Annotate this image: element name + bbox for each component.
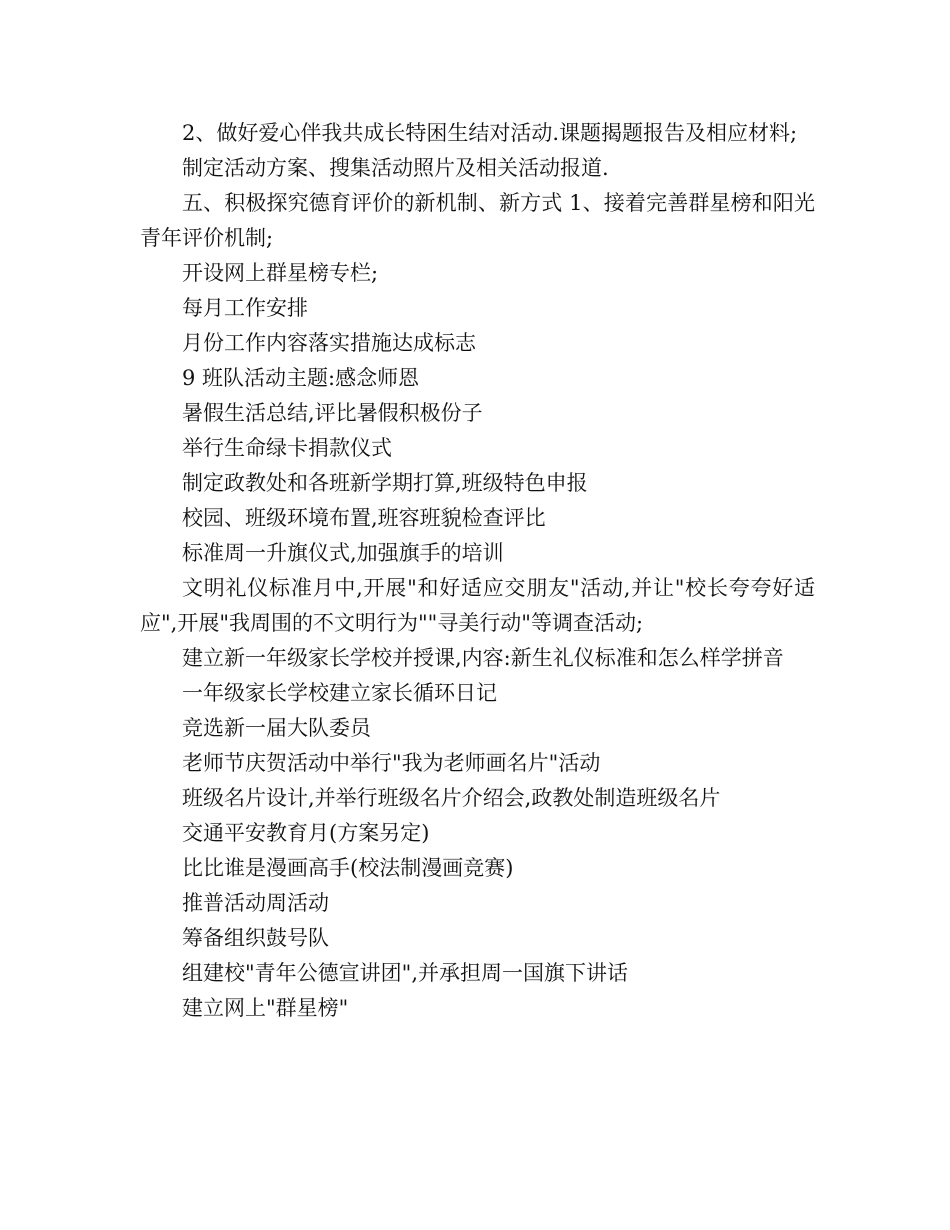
- paragraph: 推普活动周活动: [182, 891, 329, 915]
- paragraph: 交通平安教育月(方案另定): [182, 821, 430, 845]
- paragraph: 9 班队活动主题:感念师恩: [182, 366, 420, 390]
- paragraph: 制定政教处和各班新学期打算,班级特色申报: [182, 471, 588, 495]
- paragraph: 文明礼仪标准月中,开展"和好适应交朋友"活动,并让"校长夸夸好适应",开展"我周围的不文明行为""寻美行动"等调查活动;: [140, 576, 815, 635]
- paragraph: 标准周一升旗仪式,加强旗手的培训: [182, 541, 504, 565]
- paragraph: 制定活动方案、搜集活动照片及相关活动报道.: [182, 156, 609, 180]
- paragraph: 老师节庆贺活动中举行"我为老师画名片"活动: [182, 751, 601, 775]
- document-body: [140, 116, 815, 1026]
- paragraph: 暑假生活总结,评比暑假积极份子: [182, 401, 483, 425]
- paragraph: 一年级家长学校建立家长循环日记: [182, 681, 497, 705]
- paragraph: 比比谁是漫画高手(校法制漫画竞赛): [182, 856, 514, 880]
- paragraph: 校园、班级环境布置,班容班貌检查评比: [182, 506, 546, 530]
- paragraph: 筹备组织鼓号队: [182, 926, 329, 950]
- paragraph: 组建校"青年公德宣讲团",并承担周一国旗下讲话: [182, 961, 628, 985]
- paragraph: 每月工作安排: [182, 296, 308, 320]
- paragraph: 五、积极探究德育评价的新机制、新方式 1、接着完善群星榜和阳光青年评价机制;: [140, 191, 815, 250]
- paragraph: 举行生命绿卡捐款仪式: [182, 436, 392, 460]
- paragraph: 建立新一年级家长学校并授课,内容:新生礼仪标准和怎么样学拼音: [182, 646, 784, 670]
- paragraph: 建立网上"群星榜": [182, 996, 349, 1020]
- paragraph: 开设网上群星榜专栏;: [182, 261, 379, 285]
- paragraph: 班级名片设计,并举行班级名片介绍会,政教处制造班级名片: [182, 786, 721, 810]
- paragraph: 2、做好爱心伴我共成长特困生结对活动.课题揭题报告及相应材料;: [182, 121, 798, 145]
- paragraph: 竞选新一届大队委员: [182, 716, 371, 740]
- paragraph: 月份工作内容落实措施达成标志: [182, 331, 476, 355]
